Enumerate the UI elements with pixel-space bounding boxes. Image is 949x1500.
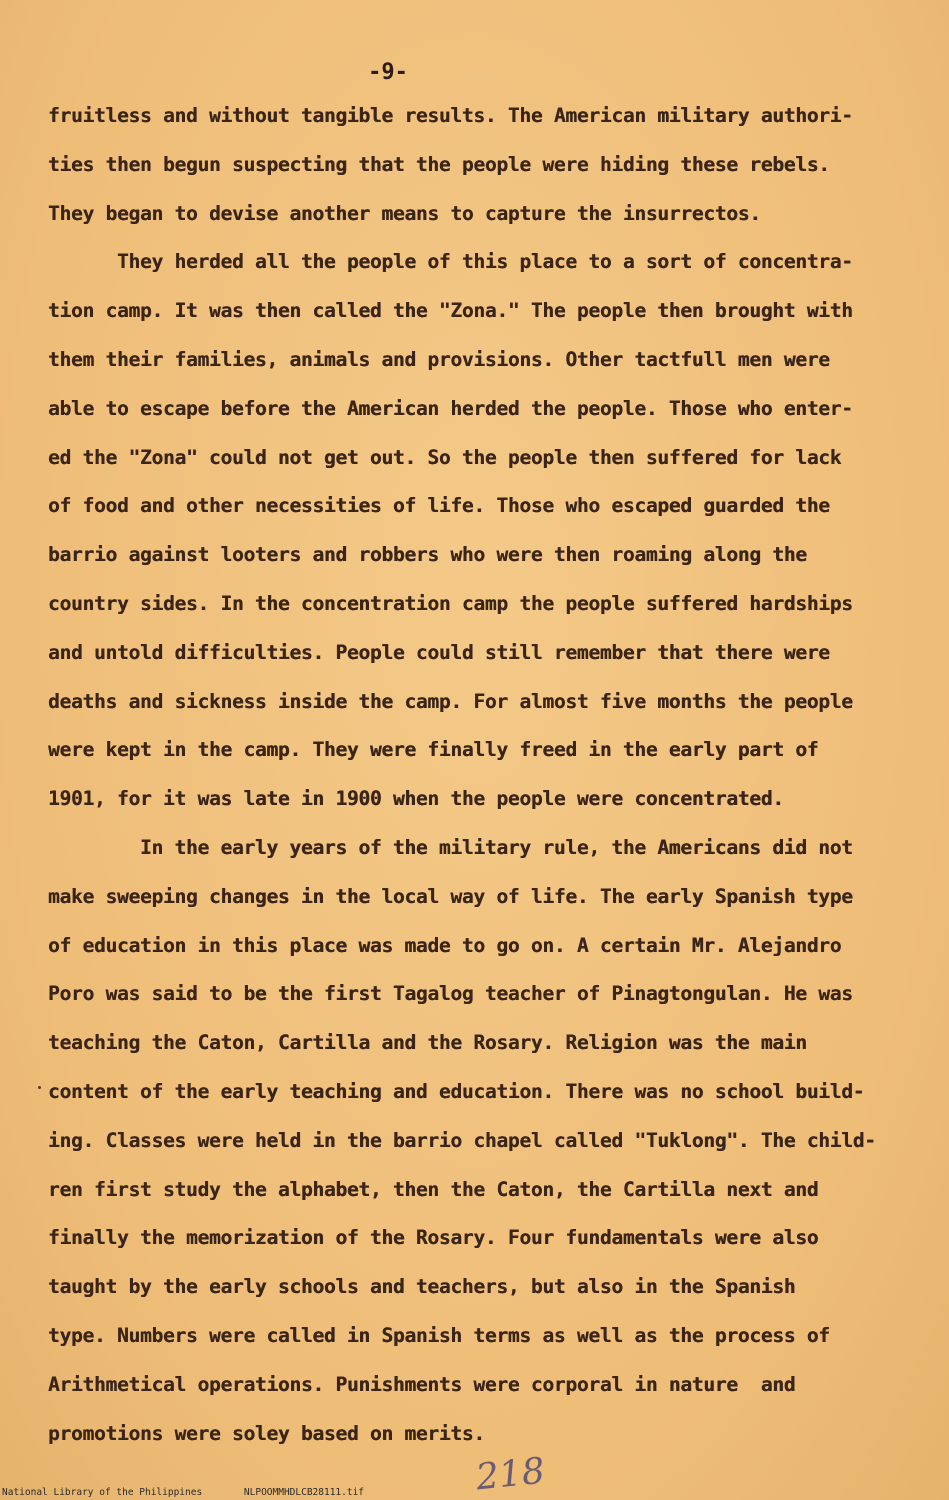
text-line: were kept in the camp. They were finally freed in the early part of [48, 738, 819, 762]
text-line: type. Numbers were called in Spanish terms as well as the process of [48, 1323, 830, 1347]
footer [2, 1487, 947, 1498]
text-line: ties then begun suspecting that the people were hiding these rebels. [48, 152, 830, 176]
text-line: promotions were soley based on merits. [48, 1421, 485, 1445]
text-line: teaching the Caton, Cartilla and the Rosary. Religion was the main [48, 1031, 807, 1055]
text-line: They began to devise another means to capture the insurrectos. [48, 201, 761, 225]
text-line: They herded all the people of this place to a sort of concentra- [48, 250, 853, 274]
text-line: them their families, animals and provisions. Other tactfull men were [48, 347, 830, 371]
footer-library: National Library of the Philippines [2, 1487, 203, 1498]
text-line: ing. Classes were held in the barrio chapel called "Tuklong". The child- [48, 1128, 876, 1152]
margin-mark [38, 1086, 41, 1089]
text-line: finally the memorization of the Rosary. Four fundamentals were also [48, 1226, 819, 1250]
handwritten-page-number: 218 [474, 1450, 547, 1499]
text-line: fruitless and without tangible results. The American military authori- [48, 104, 853, 127]
text-line: In the early years of the military rule, the Americans did not [48, 835, 853, 859]
text-line: of education in this place was made to go on. A certain Mr. Alejandro [48, 933, 842, 957]
footer-filename: NLPOOMMHDLCB28111.tif [243, 1487, 365, 1498]
text-line: able to escape before the American herded the people. Those who enter- [48, 396, 853, 420]
page-number: -9- [368, 60, 408, 85]
text-line: barrio against looters and robbers who were then roaming along the [48, 543, 807, 567]
text-line: ren first study the alphabet, then the Caton, the Cartilla next and [48, 1177, 819, 1201]
text-line: make sweeping changes in the local way of life. The early Spanish type [48, 884, 853, 908]
text-line: Poro was said to be the first Tagalog teacher of Pinagtongulan. He was [48, 982, 853, 1006]
document-body [48, 96, 928, 1462]
text-line: tion camp. It was then called the "Zona." The people then brought with [48, 299, 853, 323]
text-line: deaths and sickness inside the camp. For almost five months the people [48, 689, 853, 713]
text-line: country sides. In the concentration camp the people suffered hardships [48, 591, 853, 615]
text-line: 1901, for it was late in 1900 when the people were concentrated. [48, 787, 784, 811]
text-line: ed the "Zona" could not get out. So the people then suffered for lack [48, 445, 842, 469]
text-line: taught by the early schools and teachers, but also in the Spanish [48, 1275, 796, 1299]
text-line: and untold difficulties. People could still remember that there were [48, 640, 830, 664]
text-line: content of the early teaching and education. There was no school build- [48, 1079, 865, 1103]
text-line: of food and other necessities of life. Those who escaped guarded the [48, 494, 830, 518]
text-line: Arithmetical operations. Punishments were corporal in nature and [48, 1372, 796, 1396]
